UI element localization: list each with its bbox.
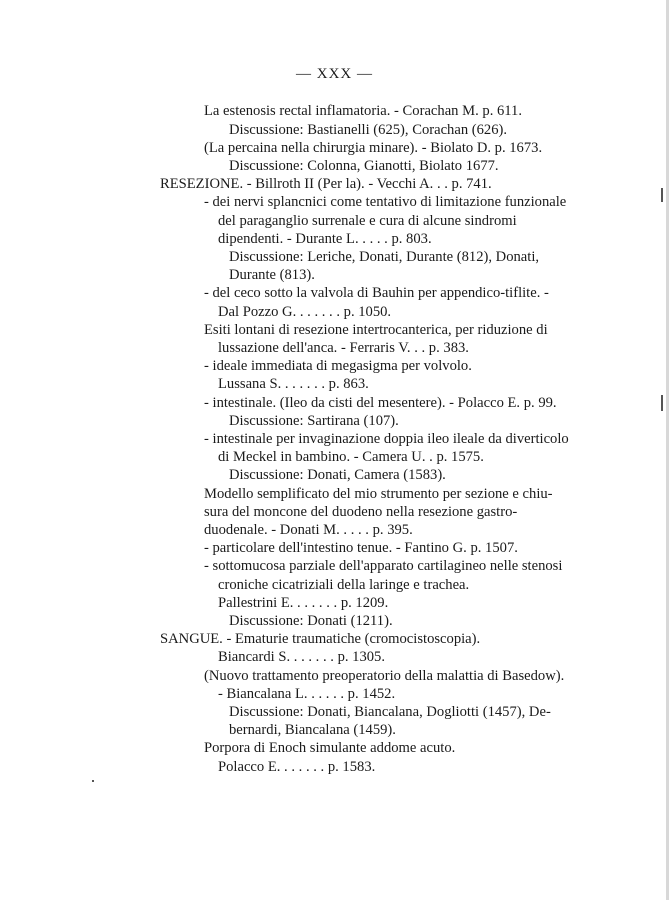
text-line: Biancardi S. . . . . . . p. 1305. (218, 649, 386, 665)
text-line: Discussione: Donati (1211). (229, 613, 393, 629)
text-line: Modello semplificato del mio strumento per sezione e chiu- (204, 486, 553, 502)
text-line: RESEZIONE. - Billroth II (Per la). - Vecchi A. . . p. 741. (160, 176, 492, 192)
text-line: - dei nervi splancnici come tentativo di limitazione funzionale (204, 194, 567, 210)
text-line: del paraganglio surrenale e cura di alcune sindromi (218, 213, 517, 229)
text-line: duodenale. - Donati M. . . . . p. 395. (204, 522, 413, 538)
text-line: Discussione: Sartirana (107). (229, 413, 399, 429)
text-line: dipendenti. - Durante L. . . . . p. 803. (218, 231, 432, 247)
text-line: (La percaina nella chirurgia minare). - Biolato D. p. 1673. (204, 140, 543, 156)
text-line: Discussione: Colonna, Gianotti, Biolato 1677. (229, 158, 499, 174)
text-line: Esiti lontani di resezione intertrocanterica, per riduzione di (204, 322, 548, 338)
text-line: Polacco E. . . . . . . p. 1583. (218, 759, 376, 775)
text-line: (Nuovo trattamento preoperatorio della malattia di Basedow). (204, 668, 565, 684)
text-line: Pallestrini E. . . . . . . p. 1209. (218, 595, 389, 611)
text-line: Discussione: Bastianelli (625), Corachan (626). (229, 122, 508, 138)
text-line: lussazione dell'anca. - Ferraris V. . . p. 383. (218, 340, 469, 356)
text-line: Discussione: Donati, Camera (1583). (229, 467, 446, 483)
page-header: — XXX — (296, 66, 373, 82)
text-line: Porpora di Enoch simulante addome acuto. (204, 740, 456, 756)
text-line: SANGUE. - Ematurie traumatiche (cromocistoscopia). (160, 631, 481, 647)
text-line: sura del moncone del duodeno nella resezione gastro- (204, 504, 518, 520)
scan-artifact (661, 395, 663, 411)
text-line: Dal Pozzo G. . . . . . . p. 1050. (218, 304, 392, 320)
scan-artifact (661, 188, 663, 202)
text-line: croniche cicatriziali della laringe e trachea. (218, 577, 470, 593)
text-line: Durante (813). (229, 267, 315, 283)
text-line: - intestinale per invaginazione doppia ileo ileale da diverticolo (204, 431, 569, 447)
text-line: bernardi, Biancalana (1459). (229, 722, 396, 738)
text-line: Lussana S. . . . . . . p. 863. (218, 376, 369, 392)
text-line: - particolare dell'intestino tenue. - Fantino G. p. 1507. (204, 540, 518, 556)
text-line: - intestinale. (Ileo da cisti del mesentere). - Polacco E. p. 99. (204, 395, 557, 411)
scan-artifact (92, 780, 94, 782)
text-line: Discussione: Leriche, Donati, Durante (812), Donati, (229, 249, 540, 265)
text-line: di Meckel in bambino. - Camera U. . p. 1575. (218, 449, 484, 465)
text-line: Discussione: Donati, Biancalana, Dogliotti (1457), De- (229, 704, 551, 720)
text-line: - sottomucosa parziale dell'apparato cartilagineo nelle stenosi (204, 558, 563, 574)
text-line: La estenosis rectal inflamatoria. - Corachan M. p. 611. (204, 103, 522, 119)
text-line: - ideale immediata di megasigma per volvolo. (204, 358, 472, 374)
text-line: - Biancalana L. . . . . . p. 1452. (218, 686, 396, 702)
text-line: - del ceco sotto la valvola di Bauhin per appendico-tiflite. - (204, 285, 549, 301)
